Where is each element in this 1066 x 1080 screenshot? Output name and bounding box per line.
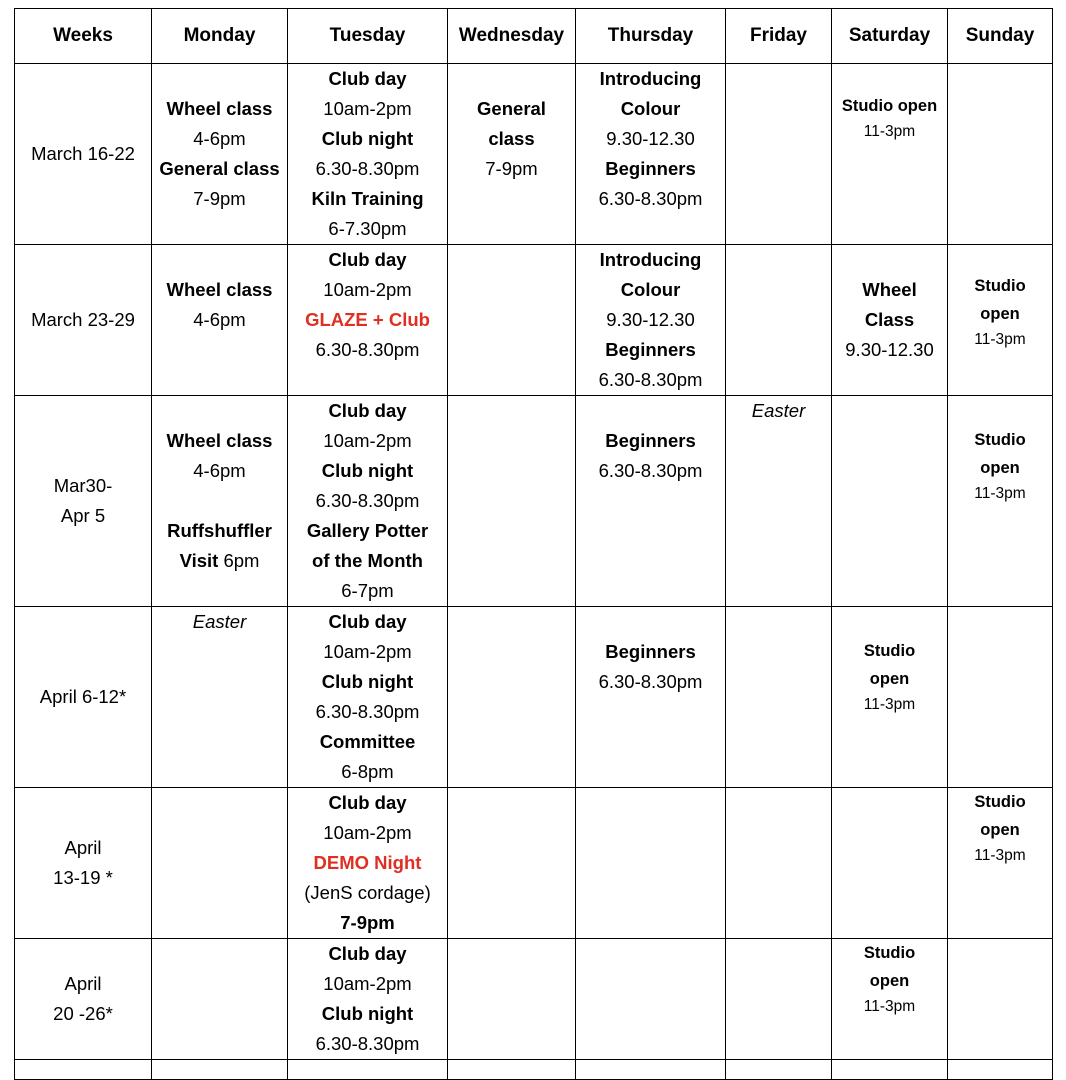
event-time: 9.30-12.30 [845, 339, 934, 360]
thursday-cell [576, 939, 726, 1060]
event-time: 6-7pm [341, 580, 394, 601]
week-label: 20 -26* [53, 1003, 113, 1024]
event-time: 6-8pm [341, 761, 394, 782]
table-row [15, 396, 1053, 607]
wednesday-cell [448, 396, 576, 607]
thursday-cell [576, 64, 726, 245]
header-friday: Friday [726, 9, 832, 64]
event-title-highlight: GLAZE + Club [305, 309, 430, 330]
monday-cell [152, 396, 288, 607]
header-saturday: Saturday [832, 9, 948, 64]
saturday-cell [832, 607, 948, 788]
friday-cell [726, 939, 832, 1060]
wednesday-cell [448, 1060, 576, 1080]
event-title-highlight: DEMO Night [313, 852, 422, 873]
event-time: 6.30-8.30pm [315, 339, 420, 360]
event-title: Wheel class [166, 98, 273, 119]
week-cell [15, 1060, 152, 1080]
event-title: Introducing [599, 68, 702, 89]
event-title: Ruffshuffler [167, 520, 272, 541]
wednesday-cell [448, 939, 576, 1060]
tuesday-cell [288, 788, 448, 939]
event-time: 7-9pm [340, 912, 395, 933]
event-time: 6.30-8.30pm [598, 671, 703, 692]
event-time: 6.30-8.30pm [598, 369, 703, 390]
table-row-partial [15, 1060, 1053, 1080]
event-time: 6.30-8.30pm [315, 158, 420, 179]
week-label: April [64, 973, 102, 994]
friday-cell [726, 607, 832, 788]
event-title: Club night [321, 460, 414, 481]
friday-cell [726, 1060, 832, 1080]
event-time: 11-3pm [974, 331, 1026, 348]
event-title: General [477, 98, 546, 119]
event-time: 6.30-8.30pm [598, 188, 703, 209]
event-time: 6-7.30pm [328, 218, 407, 239]
tuesday-cell [288, 607, 448, 788]
week-cell [15, 607, 152, 788]
event-time: 11-3pm [974, 847, 1026, 864]
week-label: Mar30- [53, 475, 113, 496]
event-title: Beginners [605, 641, 696, 662]
week-label: April 6-12* [39, 686, 127, 707]
week-cell [15, 788, 152, 939]
week-label: 13-19 * [53, 867, 113, 888]
header-monday: Monday [152, 9, 288, 64]
friday-cell [726, 788, 832, 939]
sunday-cell [948, 1060, 1053, 1080]
table-row [15, 939, 1053, 1060]
thursday-cell [576, 396, 726, 607]
event-title: Class [864, 309, 915, 330]
header-row [15, 9, 1053, 64]
event-title: Wheel class [166, 430, 273, 451]
monday-cell [152, 607, 288, 788]
tuesday-cell [288, 396, 448, 607]
week-cell [15, 245, 152, 396]
header-thursday: Thursday [576, 9, 726, 64]
monday-cell [152, 245, 288, 396]
event-title: open [980, 459, 1020, 477]
event-time: 10am-2pm [323, 973, 412, 994]
week-cell [15, 396, 152, 607]
monday-cell [152, 788, 288, 939]
event-time: 10am-2pm [323, 822, 412, 843]
event-title: Beginners [605, 339, 696, 360]
tuesday-cell [288, 1060, 448, 1080]
event-title: Introducing [599, 249, 702, 270]
monday-cell [152, 1060, 288, 1080]
monday-cell [152, 939, 288, 1060]
event-time: 10am-2pm [323, 430, 412, 451]
event-title: Visit [179, 550, 219, 571]
event-time: 4-6pm [193, 128, 246, 149]
week-label: March 16-22 [31, 143, 135, 164]
monday-cell [152, 64, 288, 245]
schedule-table [14, 8, 1053, 1080]
saturday-cell [832, 939, 948, 1060]
saturday-cell [832, 245, 948, 396]
event-title: Committee [319, 731, 416, 752]
holiday-label: Easter [192, 611, 247, 632]
thursday-cell [576, 788, 726, 939]
event-title: open [869, 670, 910, 688]
event-time: 6.30-8.30pm [598, 460, 703, 481]
table-row [15, 788, 1053, 939]
event-title: Club day [328, 249, 407, 270]
event-time: 6.30-8.30pm [315, 1033, 420, 1054]
event-title: Studio [863, 642, 916, 660]
event-title: open [980, 305, 1020, 323]
wednesday-cell [448, 607, 576, 788]
event-time: 6.30-8.30pm [315, 701, 420, 722]
event-time: 9.30-12.30 [606, 309, 695, 330]
event-time: 10am-2pm [323, 279, 412, 300]
event-line [152, 546, 287, 576]
event-title: Colour [620, 279, 681, 300]
saturday-cell [832, 396, 948, 607]
sunday-cell [948, 607, 1053, 788]
event-title: Gallery Potter [306, 520, 429, 541]
thursday-cell [576, 1060, 726, 1080]
friday-cell [726, 396, 832, 607]
event-title: Club night [321, 671, 414, 692]
thursday-cell [576, 607, 726, 788]
header-wednesday: Wednesday [448, 9, 576, 64]
thursday-cell [576, 245, 726, 396]
event-note: (JenS cordage) [304, 882, 431, 903]
event-title: Studio [974, 277, 1026, 295]
sunday-cell [948, 245, 1053, 396]
event-time: 6.30-8.30pm [315, 490, 420, 511]
event-title: Club day [328, 611, 407, 632]
event-title: Studio [974, 793, 1026, 811]
saturday-cell [832, 1060, 948, 1080]
friday-cell [726, 245, 832, 396]
event-time: 11-3pm [863, 696, 916, 713]
event-title: Studio [863, 944, 916, 962]
sunday-cell [948, 396, 1053, 607]
week-cell [15, 64, 152, 245]
header-sunday: Sunday [948, 9, 1053, 64]
event-time: 10am-2pm [323, 641, 412, 662]
event-title: Beginners [605, 430, 696, 451]
tuesday-cell [288, 939, 448, 1060]
event-time: 10am-2pm [323, 98, 412, 119]
sunday-cell [948, 939, 1053, 1060]
sunday-cell [948, 64, 1053, 245]
event-title: Colour [620, 98, 681, 119]
sunday-cell [948, 788, 1053, 939]
wednesday-cell [448, 64, 576, 245]
header-tuesday: Tuesday [288, 9, 448, 64]
saturday-cell [832, 788, 948, 939]
event-time: 11-3pm [863, 998, 916, 1015]
event-title: of the Month [312, 550, 423, 571]
table-row [15, 607, 1053, 788]
event-title: Club night [321, 128, 414, 149]
week-label: April [64, 837, 102, 858]
event-title: Club day [328, 943, 407, 964]
event-title: Wheel class [166, 279, 273, 300]
event-title: open [980, 821, 1020, 839]
event-time: 4-6pm [193, 309, 246, 330]
wednesday-cell [448, 788, 576, 939]
event-title: Kiln Training [311, 188, 424, 209]
event-time: 4-6pm [193, 460, 246, 481]
holiday-label: Easter [751, 400, 806, 421]
table-row [15, 245, 1053, 396]
event-title: Wheel [862, 279, 917, 300]
event-title: class [488, 128, 535, 149]
event-title: Club day [328, 68, 407, 89]
friday-cell [726, 64, 832, 245]
event-title: Club day [328, 400, 407, 421]
tuesday-cell [288, 64, 448, 245]
event-title: General class [159, 158, 280, 179]
tuesday-cell [288, 245, 448, 396]
week-cell [15, 939, 152, 1060]
saturday-cell [832, 64, 948, 245]
event-time: 11-3pm [974, 485, 1026, 502]
event-title: Studio open [841, 97, 938, 115]
spacer-line [152, 486, 287, 516]
event-title: Beginners [605, 158, 696, 179]
event-time: 7-9pm [193, 188, 246, 209]
event-title: Club night [321, 1003, 414, 1024]
event-time: 11-3pm [863, 123, 916, 140]
table-row [15, 64, 1053, 245]
event-title: Studio [974, 431, 1026, 449]
wednesday-cell [448, 245, 576, 396]
header-weeks: Weeks [15, 9, 152, 64]
week-label: March 23-29 [31, 309, 135, 330]
event-title: Club day [328, 792, 407, 813]
event-time: 6pm [223, 550, 260, 571]
week-label: Apr 5 [60, 505, 106, 526]
event-title: open [869, 972, 910, 990]
event-time: 9.30-12.30 [606, 128, 695, 149]
event-time: 7-9pm [485, 158, 538, 179]
